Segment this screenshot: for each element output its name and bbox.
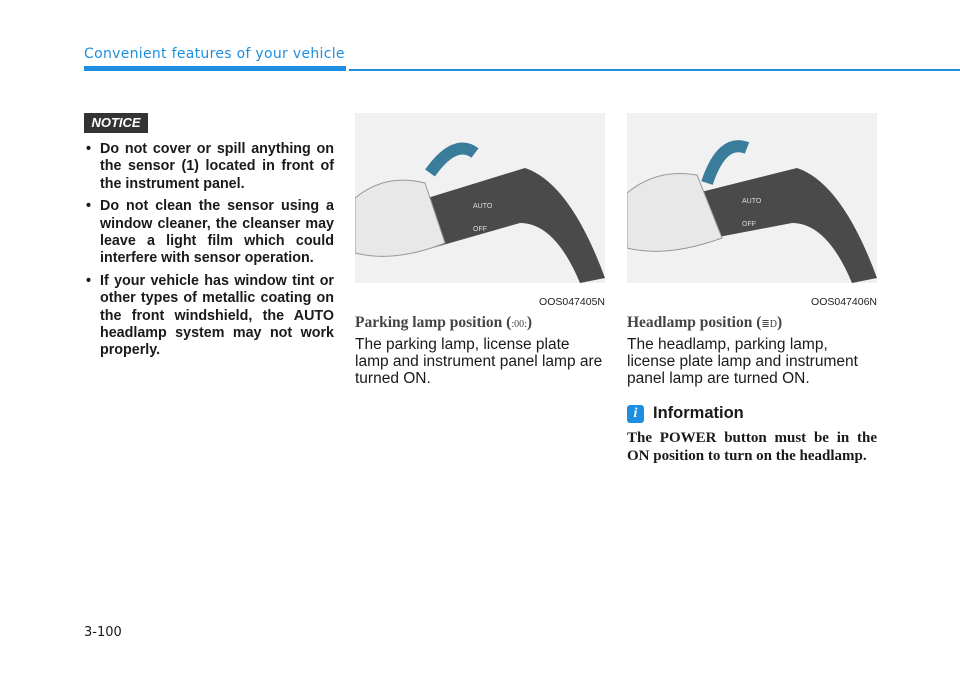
auto-label: AUTO: [742, 198, 762, 205]
heading-end: ): [526, 314, 533, 331]
notice-item: • Do not cover or spill anything on the sensor (1) located in front of the instrument panel.: [86, 141, 334, 193]
light-switch-illustration: [627, 113, 877, 283]
notice-badge: NOTICE: [84, 113, 148, 133]
section-title: Convenient features of your vehicle: [84, 46, 345, 62]
heading-text: Parking lamp position (: [355, 314, 512, 331]
information-text: The POWER button must be in the ON position to turn on the headlamp.: [627, 430, 877, 464]
auto-label: AUTO: [473, 203, 493, 210]
info-icon: i: [627, 405, 644, 423]
information-header: [627, 404, 744, 423]
information-title: Information: [653, 404, 744, 422]
heading-end: ): [776, 314, 783, 331]
notice-item: • Do not clean the sensor using a window cleaner, the cleanser may leave a light film which could interfere with sensor operation.: [86, 198, 334, 268]
headlamp-text: The headlamp, parking lamp, license plate lamp and instrument panel lamp are turned ON.: [627, 336, 858, 387]
parking-lamp-heading: [355, 314, 532, 332]
header-bar: [84, 66, 346, 71]
parking-lamp-figure: [355, 113, 605, 283]
heading-text: Headlamp position (: [627, 314, 762, 331]
notice-list: [86, 141, 334, 365]
parking-lamp-text: The parking lamp, license plate lamp and instrument panel lamp are turned ON.: [355, 336, 603, 387]
notice-item: • If your vehicle has window tint or other types of metallic coating on the front windshield, the AUTO headlamp system may not work properly.: [86, 273, 334, 360]
headlamp-figure: [627, 113, 877, 283]
figure-code: OOS047405N: [539, 296, 605, 308]
light-switch-illustration: [355, 113, 605, 283]
off-label: OFF: [473, 226, 487, 233]
parking-lamp-icon: :00:: [511, 319, 527, 330]
headlamp-heading: [627, 314, 782, 332]
header-rule: [349, 69, 960, 71]
off-label: OFF: [742, 221, 756, 228]
headlamp-icon: ≣D: [761, 319, 777, 330]
figure-code: OOS047406N: [811, 296, 877, 308]
page-number: 3-100: [84, 625, 122, 640]
